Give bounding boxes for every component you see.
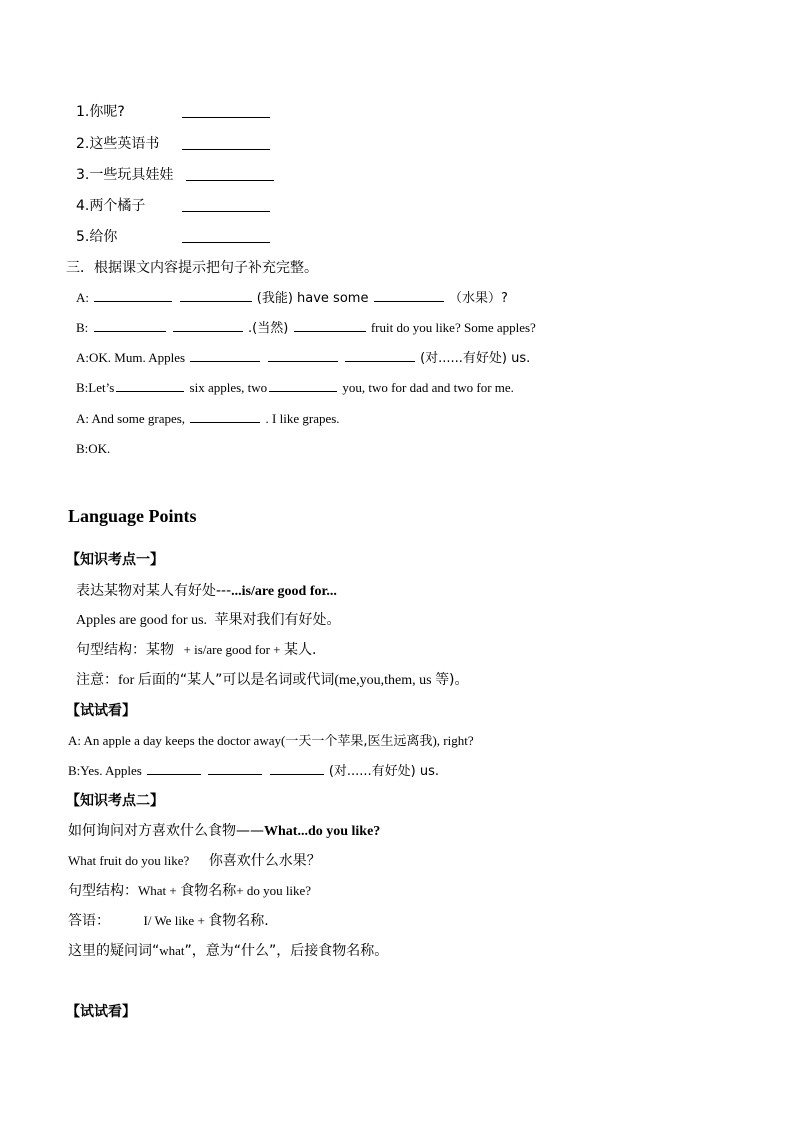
dialogue-line-5	[76, 410, 340, 428]
answer-blank[interactable]	[270, 762, 324, 775]
try1-line-1	[68, 732, 474, 751]
kp1-note-label: 注意：	[76, 672, 118, 688]
vocab-item-text: 2.这些英语书	[76, 136, 160, 152]
try-it-1-title: 【试试看】	[66, 703, 136, 719]
kp1-structure-end: 某人.	[283, 642, 317, 658]
answer-blank[interactable]	[268, 349, 338, 362]
dialogue-line-4	[76, 379, 514, 397]
kp1-pattern: ...is/are good for...	[231, 584, 337, 599]
answer-blank[interactable]	[190, 410, 260, 423]
speaker-label: A:	[76, 290, 89, 305]
answer-blank[interactable]	[173, 319, 243, 332]
knowledge-point-1-title: 【知识考点一】	[66, 552, 164, 568]
try1-line-2	[68, 762, 439, 781]
kp1-note-text: 后面的“某人”可以是名词或代词	[137, 672, 335, 688]
kp1-note-examples: (me,you,them, us	[334, 673, 432, 688]
kp2-example: What fruit do you like?	[68, 853, 190, 868]
answer-blank[interactable]	[269, 379, 337, 392]
kp2-explain-word: what	[159, 943, 185, 958]
kp2-structure-end: + do you like?	[236, 883, 312, 898]
vocab-item-4	[76, 197, 145, 216]
dialogue-text: （水果）?	[448, 291, 508, 306]
kp2-structure: What +	[138, 883, 177, 898]
answer-blank[interactable]	[182, 199, 270, 212]
kp2-line-3	[68, 882, 311, 901]
kp2-structure-cjk: 食物名称	[180, 883, 237, 899]
dialogue-text: .(当然)	[248, 321, 289, 336]
section-3-title: 三．根据课文内容提示把句子补充完整。	[66, 260, 318, 276]
kp2-line-1	[68, 822, 380, 841]
kp2-translation: 你喜欢什么水果？	[208, 853, 321, 869]
kp2-explain: 这里的疑问词“	[68, 943, 160, 959]
kp1-structure: + is/are good for +	[183, 642, 281, 657]
answer-blank[interactable]	[182, 230, 270, 243]
kp1-line-3	[76, 641, 316, 660]
answer-blank[interactable]	[94, 319, 166, 332]
kp2-answer-cjk: 食物名称.	[208, 913, 269, 929]
dialogue-text: A: And some grapes,	[76, 411, 186, 426]
kp1-text: 表达某物对某人有好处---	[76, 583, 232, 599]
vocab-item-1	[76, 103, 125, 122]
try1-text: B:Yes. Apples	[68, 763, 142, 778]
kp1-structure-label: 句型结构：某物	[76, 642, 174, 658]
dialogue-line-3	[76, 349, 530, 368]
kp2-explain-end: ”，意为“什么”，后接食物名称。	[184, 943, 389, 959]
language-points-heading: Language Points	[68, 506, 197, 526]
kp2-line-2	[68, 852, 321, 871]
dialogue-text: fruit do you like? Some apples?	[370, 320, 536, 335]
answer-blank[interactable]	[116, 379, 184, 392]
dialogue-text: . I like grapes.	[265, 411, 340, 426]
kp1-note-word: for	[118, 673, 135, 688]
answer-blank[interactable]	[94, 289, 172, 302]
answer-blank[interactable]	[182, 137, 270, 150]
knowledge-point-2-title: 【知识考点二】	[66, 793, 164, 809]
dialogue-text: you, two for dad and two for me.	[342, 380, 514, 395]
answer-blank[interactable]	[180, 289, 252, 302]
kp1-example: Apples are good for us.	[76, 613, 208, 628]
dialogue-text: (对......有好处) us.	[420, 351, 531, 366]
dialogue-line-6: B:OK.	[76, 441, 111, 456]
kp2-line-5	[68, 942, 388, 961]
vocab-item-5	[76, 228, 117, 247]
kp1-line-4	[76, 671, 469, 690]
vocab-item-3	[76, 166, 173, 185]
vocab-item-text: 5.给你	[76, 229, 118, 245]
kp2-text: 如何询问对方喜欢什么食物——	[68, 823, 264, 839]
answer-blank[interactable]	[208, 762, 262, 775]
dialogue-text: (我能) have some	[256, 291, 369, 306]
dialogue-line-2	[76, 319, 536, 338]
try-it-2-title: 【试试看】	[66, 1004, 136, 1020]
kp2-structure-label: 句型结构：	[68, 883, 138, 899]
kp1-line-2	[76, 611, 341, 630]
dialogue-line-1	[76, 289, 508, 308]
kp2-answer-label: 答语：	[68, 913, 110, 929]
vocab-item-text: 3.一些玩具娃娃	[76, 167, 174, 183]
speaker-label: B:	[76, 320, 89, 335]
answer-blank[interactable]	[186, 168, 274, 181]
kp2-line-4	[68, 912, 269, 931]
dialogue-text: A:OK. Mum. Apples	[76, 350, 186, 365]
kp1-line-1	[76, 582, 337, 601]
try1-hint: (对......有好处) us.	[328, 764, 440, 779]
answer-blank[interactable]	[294, 319, 366, 332]
dialogue-text: B:Let’s	[76, 380, 115, 395]
try1-text: A: An apple a day keeps the doctor away(	[68, 733, 286, 748]
vocab-item-text: 4.两个橘子	[76, 198, 146, 214]
vocab-item-text: 1.你呢?	[76, 104, 125, 120]
answer-blank[interactable]	[147, 762, 201, 775]
vocab-item-2	[76, 135, 159, 154]
answer-blank[interactable]	[374, 289, 444, 302]
answer-blank[interactable]	[345, 349, 415, 362]
kp2-pattern: What...do you like?	[264, 824, 381, 839]
answer-blank[interactable]	[190, 349, 260, 362]
kp1-note-end: 等)。	[435, 672, 469, 688]
try1-translation: 一天一个苹果,医生远离我	[285, 734, 433, 749]
dialogue-text: six apples, two	[189, 380, 268, 395]
try1-text-end: ), right?	[432, 733, 474, 748]
kp2-answer: I/ We like +	[143, 913, 205, 928]
kp1-translation: 苹果对我们有好处。	[214, 612, 341, 628]
answer-blank[interactable]	[182, 105, 270, 118]
